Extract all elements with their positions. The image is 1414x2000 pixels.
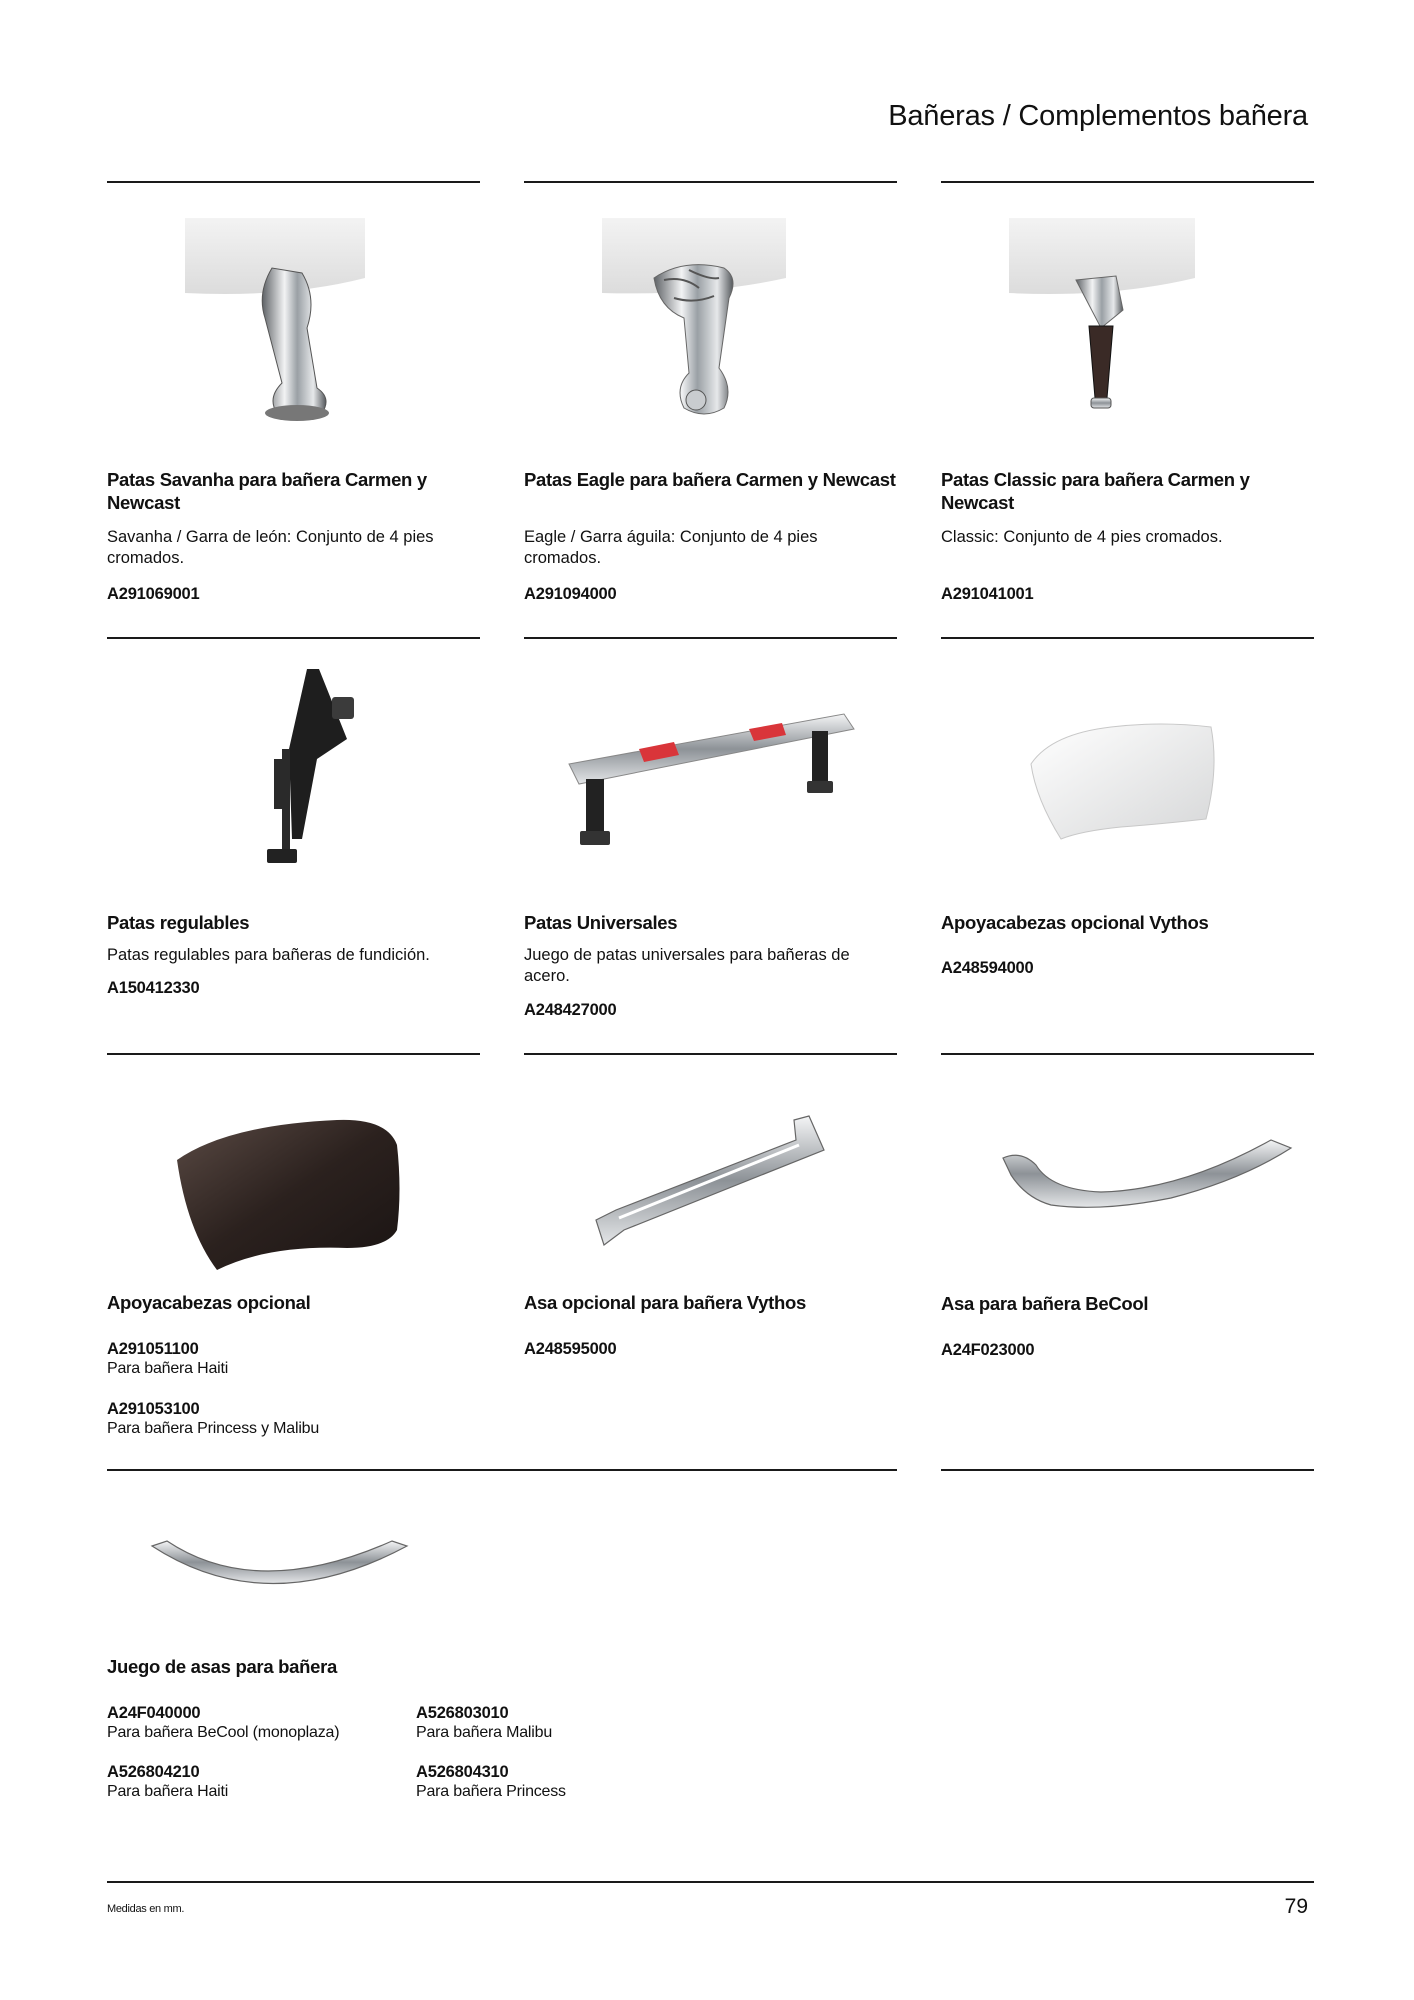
product-card bbox=[524, 639, 897, 1039]
product-title: Patas Universales bbox=[524, 912, 678, 933]
curved-handle-icon bbox=[941, 1080, 1314, 1290]
footer-note: Medidas en mm. bbox=[107, 1903, 185, 1915]
product-description: Patas regulables para bañeras de fundición. bbox=[107, 946, 430, 964]
product-title: Asa opcional para bañera Vythos bbox=[524, 1292, 806, 1313]
product-card bbox=[107, 1471, 897, 1831]
product-code: A291051100 bbox=[107, 1340, 199, 1358]
product-card bbox=[524, 1055, 897, 1465]
product-card bbox=[941, 183, 1314, 603]
product-variant-note: Para bañera Haiti bbox=[107, 1360, 229, 1377]
product-card bbox=[107, 183, 480, 603]
product-code: A526803010 bbox=[416, 1704, 509, 1722]
product-title: Juego de asas para bañera bbox=[107, 1656, 338, 1677]
product-code: A24F023000 bbox=[941, 1341, 1035, 1359]
product-card bbox=[107, 1055, 480, 1465]
product-code: A526804310 bbox=[416, 1763, 509, 1781]
product-title: Apoyacabezas opcional bbox=[107, 1292, 311, 1313]
product-card bbox=[941, 639, 1314, 1039]
product-variant-note: Para bañera Malibu bbox=[416, 1724, 553, 1741]
product-title: Asa para bañera BeCool bbox=[941, 1293, 1149, 1314]
product-card bbox=[107, 639, 480, 1039]
universal-feet-icon bbox=[524, 669, 897, 879]
dark-headrest-icon bbox=[107, 1080, 480, 1290]
product-title: Patas Eagle para bañera Carmen y Newcast bbox=[524, 469, 896, 490]
classic-foot-icon bbox=[941, 218, 1314, 428]
footer-divider bbox=[107, 1881, 1314, 1883]
product-code: A526804210 bbox=[107, 1763, 200, 1781]
product-variant-note: Para bañera BeCool (monoplaza) bbox=[107, 1724, 340, 1741]
product-card bbox=[941, 1055, 1314, 1465]
product-variant-note: Para bañera Princess y Malibu bbox=[107, 1420, 320, 1437]
product-code: A150412330 bbox=[107, 979, 200, 997]
product-title: Patas Savanha para bañera Carmen y Newcast bbox=[107, 469, 427, 513]
page-title: Bañeras / Complementos bañera bbox=[888, 100, 1308, 132]
product-title: Patas regulables bbox=[107, 912, 250, 933]
product-title: Patas Classic para bañera Carmen y Newcast bbox=[941, 469, 1250, 513]
white-headrest-icon bbox=[941, 669, 1314, 879]
eagle-claw-foot-icon bbox=[524, 218, 897, 428]
lion-claw-foot-icon bbox=[107, 218, 480, 428]
product-description: Eagle / Garra águila: Conjunto de 4 pies cromados. bbox=[524, 528, 818, 567]
product-code: A291053100 bbox=[107, 1400, 200, 1418]
product-description: Classic: Conjunto de 4 pies cromados. bbox=[941, 528, 1223, 546]
product-variant-note: Para bañera Haiti bbox=[107, 1783, 229, 1800]
product-code: A291041001 bbox=[941, 585, 1034, 603]
product-card bbox=[524, 183, 897, 603]
product-title: Apoyacabezas opcional Vythos bbox=[941, 912, 1209, 933]
adjustable-foot-icon bbox=[107, 669, 480, 879]
product-code: A291094000 bbox=[524, 585, 617, 603]
product-variant-note: Para bañera Princess bbox=[416, 1783, 566, 1800]
product-description: Juego de patas universales para bañeras de acero. bbox=[524, 946, 850, 985]
divider bbox=[941, 1469, 1314, 1471]
product-code: A248427000 bbox=[524, 1001, 617, 1019]
product-code: A248595000 bbox=[524, 1340, 617, 1358]
page-number: 79 bbox=[1284, 1895, 1308, 1918]
product-code: A248594000 bbox=[941, 959, 1034, 977]
product-code: A291069001 bbox=[107, 585, 200, 603]
product-description: Savanha / Garra de león: Conjunto de 4 pies cromados. bbox=[107, 528, 434, 567]
product-code: A24F040000 bbox=[107, 1704, 201, 1722]
square-handle-icon bbox=[524, 1080, 897, 1290]
arc-handle-icon bbox=[107, 1471, 480, 1631]
